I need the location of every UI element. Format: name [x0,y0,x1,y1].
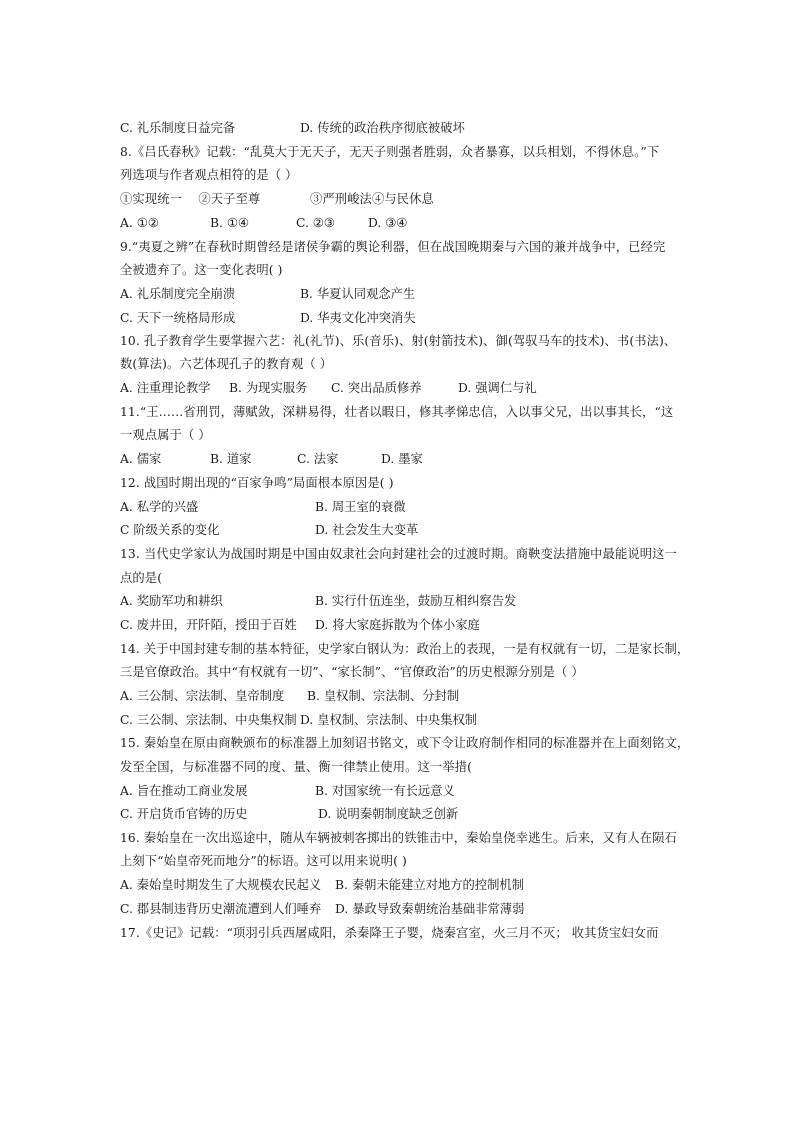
q11-option-d: D. 墨家 [381,452,423,466]
q14-option-d: D. 皇权制、宗法制、中央集权制 [300,713,478,727]
q15-option-a: A. 旨在推动工商业发展 [120,784,248,798]
q16-option-b: B. 秦朝未能建立对地方的控制机制 [335,878,525,892]
q10-option-d: D. 强调仁与礼 [458,381,537,395]
q8-option-a: A. ①② [120,216,159,230]
q16-option-a: A. 秦始皇时期发生了大规模农民起义 [120,878,322,892]
q10-option-a: A. 注重理论教学 [120,381,211,395]
question-11-line-2: 一观点属于（ ） [120,428,211,442]
q12-option-d: D. 社会发生大变革 [315,523,419,537]
question-14-line-2: 三是官僚政治。其中“有权就有一切”、“家长制”、“官僚政治”的历史根源分别是（ ） [120,665,584,679]
q16-option-c: C. 郡县制违背历史潮流遭到人们唾弃 [120,902,322,916]
q13-option-b: B. 实行什伍连坐，鼓励互相纠察告发 [315,594,517,608]
question-12-line-1: 12. 战国时期出现的“百家争鸣”局面根本原因是( ) [120,476,394,490]
q16-option-d: D. 暴政导致秦朝统治基础非常薄弱 [335,902,525,916]
question-13-line-2: 点的是( [120,571,163,585]
q11-option-c: C. 法家 [297,452,339,466]
q10-option-b: B. 为现实服务 [229,381,308,395]
q10-option-c: C. 突出品质修养 [331,381,422,395]
question-9-line-2: 全被遗弃了。这一变化表明( ) [120,263,283,277]
q15-option-d: D. 说明秦朝制度缺乏创新 [318,807,459,821]
q11-option-b: B. 道家 [210,452,252,466]
q13-option-d: D. 将大家庭拆散为个体小家庭 [315,618,480,632]
q11-option-a: A. 儒家 [120,452,162,466]
q12-option-a: A. 私学的兴盛 [120,500,199,514]
question-8-line-1: 8.《吕氏春秋》记载：“乱莫大于无天子，无天子则强者胜弱，众者暴寡，以兵相划，不得休息。”下 [120,145,660,159]
question-10-line-1: 10. 孔子教育学生要掌握六艺：礼(礼节)、乐(音乐)、射(射箭技术)、御(驾驭马车的技术)、书(书法)、 [120,334,677,348]
question-10-line-2: 数(算法)。六艺体现孔子的教育观（ ） [120,357,333,371]
question-14-line-1: 14. 关于中国封建专制的基本特征，史学家白钢认为：政治上的表现，一是有权就有一切，二是家长制， [120,642,690,656]
q15-option-c: C. 开启货币官铸的历史 [120,807,248,821]
q7-option-c: C. 礼乐制度日益完备 [120,121,236,135]
q8-option-b: B. ①④ [210,216,249,230]
q14-option-a: A. 三公制、宗法制、皇帝制度 [120,689,285,703]
q8-option-d: D. ③④ [368,216,408,230]
question-16-line-2: 上刻下“始皇帝死而地分”的标语。这可以用来说明( ) [120,854,407,868]
question-13-line-1: 13. 当代史学家认为战国时期是中国由奴隶社会向封建社会的过渡时期。商鞅变法措施中最能说明这一 [120,547,677,561]
q12-option-b: B. 周王室的衰微 [315,500,406,514]
question-16-line-1: 16. 秦始皇在一次出巡途中，随从车辆被刺客掷出的铁锥击中，秦始皇侥幸逃生。后来，又有人在陨石 [120,831,677,845]
question-15-line-2: 发至全国，与标准器不同的度、量、衡一律禁止使用。这一举措( [120,760,473,774]
q9-option-c: C. 天下一统格局形成 [120,311,236,325]
question-8-line-2: 列选项与作者观点相符的是（ ） [120,168,298,182]
question-15-line-1: 15. 秦始皇在原由商鞅颁布的标准器上加刻诏书铭文，或下令让政府制作相同的标准器并在上面刻铭文， [120,736,690,750]
q7-option-d: D. 传统的政治秩序彻底被破坏 [300,121,465,135]
question-8-line-3: ①实现统一 ②天子至尊 ③严刑峻法④与民休息 [120,192,434,206]
q12-option-c: C 阶级关系的变化 [120,523,220,537]
q13-option-c: C. 废井田，开阡陌，授田于百姓 [120,618,297,632]
q8-option-c: C. ②③ [296,216,335,230]
question-17-line-1: 17.《史记》记载：“项羽引兵西屠咸阳，杀秦降王子婴，烧秦宫室，火三月不灭； 收其货宝妇女而 [120,926,659,940]
q9-option-b: B. 华夏认同观念产生 [300,287,416,301]
q14-option-b: B. 皇权制、宗法制、分封制 [307,689,460,703]
q9-option-d: D. 华夷文化冲突消失 [300,311,416,325]
q13-option-a: A. 奖励军功和耕织 [120,594,223,608]
q15-option-b: B. 对国家统一有长远意义 [315,784,455,798]
q9-option-a: A. 礼乐制度完全崩溃 [120,287,236,301]
question-11-line-1: 11.“王……省刑罚，薄赋敛，深耕易得，壮者以暇日，修其孝悌忠信，入以事父兄，出以事其长，“这 [120,405,674,419]
question-9-line-1: 9.“夷夏之辨”在春秋时期曾经是诸侯争霸的舆论利器，但在战国晚期秦与六国的兼并战争中，已经完 [120,240,666,254]
q14-option-c: C. 三公制、宗法制、中央集权制 [120,713,297,727]
